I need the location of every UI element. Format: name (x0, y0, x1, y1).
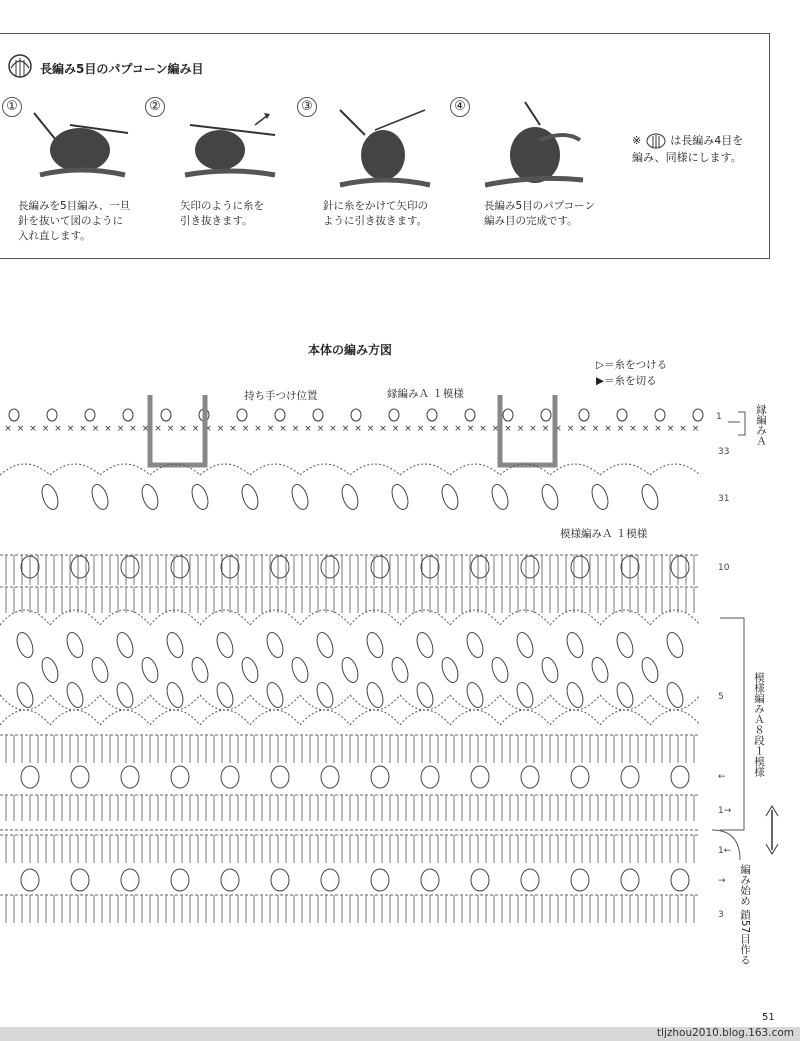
popcorn-stitch (121, 556, 139, 578)
chain-arc (200, 695, 250, 710)
popcorn-stitch (21, 766, 39, 788)
note-text: は長編み4目を 編み、同様にします。 (632, 134, 744, 164)
chain-arc (150, 710, 200, 725)
step-1-number: ① (2, 97, 22, 117)
single-crochet: × (479, 424, 487, 434)
leaf-stitch (314, 630, 336, 659)
popcorn-stitch (121, 869, 139, 891)
chain-arc (300, 695, 350, 710)
leaf-stitch (164, 680, 186, 709)
picot-stitch (655, 409, 665, 421)
single-crochet: × (666, 424, 675, 434)
leaf-stitch (664, 680, 686, 709)
picot-stitch (579, 409, 589, 421)
note (632, 132, 762, 166)
single-crochet: × (591, 424, 600, 434)
leaf-stitch (564, 680, 586, 709)
leaf-stitch (439, 482, 461, 511)
single-crochet: × (266, 424, 275, 434)
leaf-stitch (589, 482, 611, 511)
legend-cut-text: ＝糸を切る (604, 375, 657, 387)
chain-arc (650, 464, 700, 475)
chain-arc (500, 610, 550, 625)
popcorn-stitch (171, 766, 189, 788)
leaf-stitch (189, 482, 211, 511)
leaf-stitch (214, 630, 236, 659)
chain-arc (0, 610, 50, 625)
leaf-stitch (514, 630, 536, 659)
picot-stitch (85, 409, 95, 421)
popcorn-stitch (471, 869, 489, 891)
leaf-stitch (239, 655, 261, 684)
single-crochet: × (629, 424, 637, 434)
leaf-stitch (139, 655, 161, 684)
chain-arc (350, 710, 400, 725)
chain-arc (500, 710, 550, 725)
popcorn-stitch (321, 556, 339, 578)
single-crochet: × (116, 424, 125, 434)
popcorn-stitch (171, 869, 189, 891)
chain-arc (100, 710, 150, 725)
popcorn-stitch (621, 869, 639, 891)
leaf-stitch (664, 630, 686, 659)
chain-arc (150, 610, 200, 625)
picot-stitch (617, 409, 627, 421)
single-crochet: × (604, 424, 612, 434)
popcorn-stitch (571, 869, 589, 891)
picot-stitch (541, 409, 551, 421)
picot-stitch (161, 409, 171, 421)
single-crochet: × (429, 424, 437, 434)
step-2-illustration (180, 105, 280, 185)
single-crochet: × (41, 424, 50, 434)
chain-arc (450, 695, 500, 710)
section-heading: 長編み5目のパプコーン編み目 (40, 62, 204, 76)
chain-arc (0, 464, 50, 475)
single-crochet: × (391, 424, 400, 434)
leaf-stitch (339, 655, 361, 684)
chain-arc (250, 464, 300, 475)
leaf-stitch (164, 630, 186, 659)
leaf-stitch (464, 630, 486, 659)
single-crochet: × (191, 424, 200, 434)
single-crochet: × (641, 424, 650, 434)
single-crochet: × (554, 424, 562, 434)
leaf-stitch (389, 655, 411, 684)
chain-arc (50, 695, 100, 710)
chain-arc (100, 464, 150, 475)
single-crochet: × (241, 424, 250, 434)
single-crochet: × (441, 424, 450, 434)
row-label-33: 33 (718, 447, 730, 457)
single-crochet: × (529, 424, 537, 434)
single-crochet: × (154, 424, 162, 434)
chain-arc (400, 695, 450, 710)
chain-arc (650, 695, 700, 710)
leaf-stitch (639, 482, 661, 511)
edging-vertical-label: 縁編みＡ (755, 404, 767, 446)
step-3-caption: 針に糸をかけて矢印の ように引き抜きます。 (323, 200, 428, 227)
popcorn-stitch (221, 869, 239, 891)
chain-arc (250, 610, 300, 625)
picot-stitch (503, 409, 513, 421)
chain-arc (300, 710, 350, 725)
chain-arc (600, 610, 650, 625)
popcorn-stitch (421, 766, 439, 788)
picot-stitch (9, 409, 19, 421)
leaf-stitch (89, 655, 111, 684)
single-crochet: × (491, 424, 500, 434)
start-vertical-label: 編み始め 鎖57目作る (739, 864, 751, 965)
popcorn-stitch (521, 766, 539, 788)
chain-arc (400, 610, 450, 625)
row-label-10: 10 (718, 563, 730, 573)
page-number: 51 (762, 1012, 775, 1023)
single-crochet: × (291, 424, 300, 434)
single-crochet: × (354, 424, 362, 434)
single-crochet: × (504, 424, 512, 434)
leaf-stitch (264, 630, 286, 659)
row-label-3: 3 (718, 910, 724, 920)
leaf-stitch (564, 630, 586, 659)
popcorn-stitch (521, 869, 539, 891)
site-watermark: tljzhou2010.blog.163.com (656, 1027, 794, 1039)
crochet-chart (0, 395, 720, 935)
chain-arc (300, 610, 350, 625)
single-crochet: × (54, 424, 62, 434)
popcorn-stitch (71, 869, 89, 891)
single-crochet: × (416, 424, 425, 434)
popcorn-stitch (221, 766, 239, 788)
picot-stitch (47, 409, 57, 421)
leaf-stitch (464, 680, 486, 709)
leaf-stitch (289, 655, 311, 684)
single-crochet: × (316, 424, 325, 434)
single-crochet: × (566, 424, 575, 434)
leaf-stitch (614, 630, 636, 659)
legend-attach: ▷＝糸をつける (596, 359, 668, 371)
leaf-stitch (614, 680, 636, 709)
single-crochet: × (516, 424, 525, 434)
single-crochet: × (304, 424, 312, 434)
leaf-stitch (489, 655, 511, 684)
picot-stitch (313, 409, 323, 421)
picot-stitch (275, 409, 285, 421)
single-crochet: × (466, 424, 475, 434)
chain-arc (350, 695, 400, 710)
row-arrow: ← (718, 772, 726, 782)
leaf-stitch (14, 630, 36, 659)
single-crochet: × (616, 424, 625, 434)
picot-stitch (427, 409, 437, 421)
single-crochet: × (129, 424, 137, 434)
single-crochet: × (29, 424, 37, 434)
popcorn-stitch (21, 869, 39, 891)
step-4-illustration (485, 100, 585, 190)
single-crochet: × (679, 424, 687, 434)
popcorn-stitch (321, 869, 339, 891)
leaf-stitch (89, 482, 111, 511)
leaf-stitch (264, 680, 286, 709)
leaf-stitch (64, 630, 86, 659)
single-crochet: × (254, 424, 262, 434)
chain-arc (450, 464, 500, 475)
chain-arc (550, 610, 600, 625)
leaf-stitch (189, 655, 211, 684)
single-crochet: × (229, 424, 237, 434)
edging-repeat-label: 縁編みＡ １模様 (387, 388, 464, 400)
chain-arc (250, 695, 300, 710)
leaf-stitch (539, 655, 561, 684)
leaf-stitch (239, 482, 261, 511)
chain-arc (50, 610, 100, 625)
chain-arc (350, 610, 400, 625)
single-crochet: × (329, 424, 337, 434)
chain-arc (300, 464, 350, 475)
row-label-31: 31 (718, 494, 730, 504)
popcorn-stitch (671, 869, 689, 891)
step-3-number: ③ (297, 97, 317, 117)
chain-arc (600, 695, 650, 710)
chain-arc (550, 695, 600, 710)
picot-stitch (465, 409, 475, 421)
chain-arc (200, 710, 250, 725)
single-crochet: × (179, 424, 187, 434)
picot-stitch (123, 409, 133, 421)
chain-arc (100, 695, 150, 710)
picot-stitch (237, 409, 247, 421)
single-crochet: × (204, 424, 212, 434)
popcorn-stitch (421, 869, 439, 891)
leaf-stitch (14, 680, 36, 709)
chain-arc (350, 464, 400, 475)
leaf-stitch (339, 482, 361, 511)
picot-stitch (389, 409, 399, 421)
step-4-number: ④ (450, 97, 470, 117)
leaf-stitch (364, 630, 386, 659)
leaf-stitch (314, 680, 336, 709)
popcorn-stitch (571, 766, 589, 788)
leaf-stitch (114, 630, 136, 659)
legend-cut: ▶＝糸を切る (596, 375, 657, 387)
picot-stitch (351, 409, 361, 421)
popcorn-stitch (671, 766, 689, 788)
chain-arc (50, 710, 100, 725)
handle-position-label: 持ち手つけ位置 (244, 390, 318, 402)
single-crochet: × (66, 424, 75, 434)
step-1-illustration (30, 105, 130, 185)
chain-arc (450, 710, 500, 725)
chart-title: 本体の編み方図 (308, 343, 393, 357)
step-2-caption: 矢印のように糸を 引き抜きます。 (180, 200, 264, 227)
leaf-stitch (64, 680, 86, 709)
leaf-stitch (639, 655, 661, 684)
pattern-vertical-label: 模様編みＡ８段１模様 (753, 672, 765, 777)
popcorn-stitch (321, 766, 339, 788)
single-crochet: × (16, 424, 25, 434)
leaf-stitch (439, 655, 461, 684)
chain-arc (600, 464, 650, 475)
single-crochet: × (691, 424, 700, 434)
leaf-stitch (214, 680, 236, 709)
popcorn-stitch (71, 766, 89, 788)
step-3-illustration (335, 100, 435, 190)
chain-arc (550, 710, 600, 725)
single-crochet: × (279, 424, 287, 434)
chain-arc (400, 464, 450, 475)
chain-arc (150, 695, 200, 710)
chain-arc (400, 710, 450, 725)
single-crochet: × (104, 424, 112, 434)
single-crochet: × (4, 424, 12, 434)
chain-arc (600, 710, 650, 725)
single-crochet: × (216, 424, 225, 434)
leaf-stitch (364, 680, 386, 709)
popcorn-stitch (621, 766, 639, 788)
single-crochet: × (166, 424, 175, 434)
step-2-number: ② (145, 97, 165, 117)
chain-arc (500, 695, 550, 710)
chain-arc (250, 710, 300, 725)
chain-arc (0, 710, 50, 725)
row-label-1: 1→ (718, 806, 732, 816)
leaf-stitch (139, 482, 161, 511)
chain-arc (650, 610, 700, 625)
single-crochet: × (379, 424, 387, 434)
leaf-stitch (589, 655, 611, 684)
single-crochet: × (404, 424, 412, 434)
legend-attach-text: ＝糸をつける (604, 359, 668, 371)
leaf-stitch (289, 482, 311, 511)
pattern-repeat-label: 模様編みＡ １模様 (560, 528, 648, 540)
single-crochet: × (541, 424, 550, 434)
chain-arc (50, 464, 100, 475)
row-label-5: 5 (718, 692, 724, 702)
popcorn-stitch-icon (5, 52, 35, 80)
popcorn-stitch (521, 556, 539, 578)
row-label-edging-1: 1 (716, 412, 722, 422)
popcorn-stitch (371, 766, 389, 788)
leaf-stitch (39, 655, 61, 684)
popcorn-stitch (271, 869, 289, 891)
step-1-caption: 長編みを5目編み、一旦 針を抜いて図のように 入れ直します。 (18, 200, 131, 242)
single-crochet: × (579, 424, 587, 434)
single-crochet: × (341, 424, 350, 434)
single-crochet: × (91, 424, 100, 434)
chain-arc (650, 710, 700, 725)
chain-arc (0, 695, 50, 710)
leaf-stitch (489, 482, 511, 511)
right-brackets (700, 400, 800, 960)
popcorn-stitch (271, 766, 289, 788)
chain-arc (200, 610, 250, 625)
leaf-stitch (39, 482, 61, 511)
row-label-start-1: 1← (718, 846, 732, 856)
single-crochet: × (366, 424, 375, 434)
single-crochet: × (654, 424, 662, 434)
leaf-stitch (514, 680, 536, 709)
leaf-stitch (389, 482, 411, 511)
row-arrow-start: → (718, 876, 726, 886)
step-4-caption: 長編み5目のパプコーン 編み目の完成です。 (484, 200, 595, 227)
popcorn-stitch (471, 766, 489, 788)
popcorn-stitch (371, 869, 389, 891)
note-prefix: ※ (632, 134, 642, 147)
chain-arc (100, 610, 150, 625)
leaf-stitch (539, 482, 561, 511)
single-crochet: × (454, 424, 462, 434)
leaf-stitch (414, 680, 436, 709)
single-crochet: × (141, 424, 150, 434)
single-crochet: × (79, 424, 87, 434)
chain-arc (450, 610, 500, 625)
leaf-stitch (414, 630, 436, 659)
popcorn-4-icon (645, 132, 667, 150)
popcorn-stitch (121, 766, 139, 788)
leaf-stitch (114, 680, 136, 709)
